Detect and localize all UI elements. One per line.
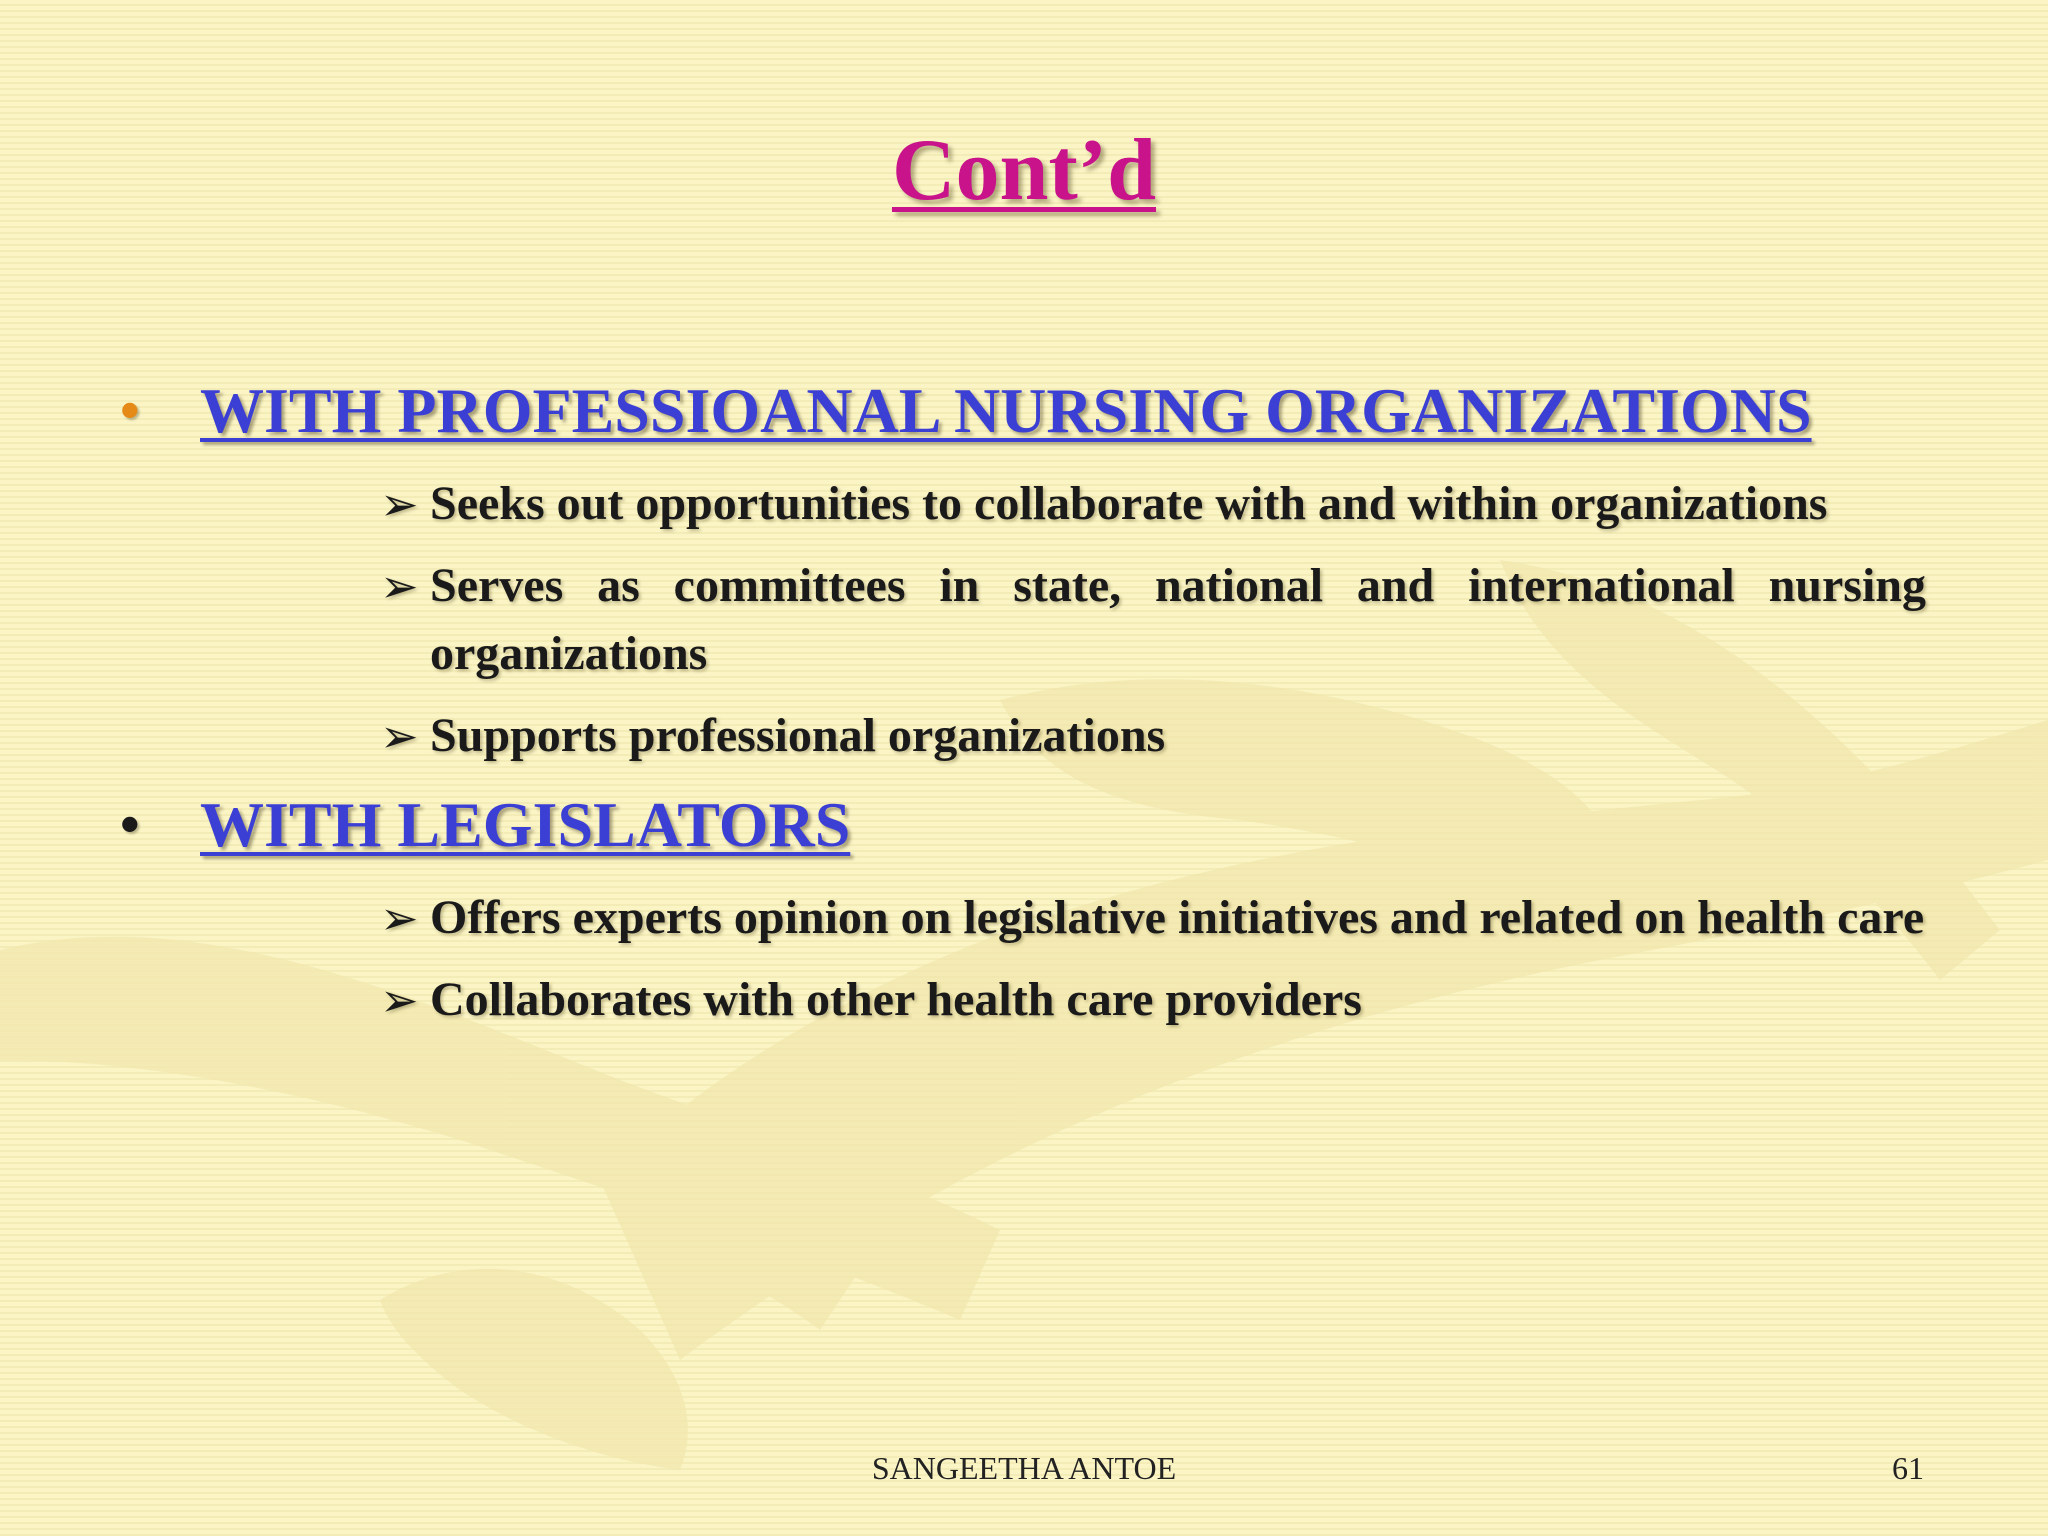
section-heading-text: WITH PROFESSIOANAL NURSING ORGANIZATIONS: [200, 375, 1812, 446]
list-item: [380, 552, 1926, 688]
section-heading-professional-organizations: [120, 370, 1926, 452]
list-item: [380, 966, 1926, 1034]
page-number: 61: [1892, 1450, 1924, 1486]
slide-title: Cont’d: [891, 122, 1157, 219]
arrow-bullet-icon: ➢: [380, 973, 419, 1027]
bullet-dot-icon: •: [120, 380, 140, 442]
list-item: [380, 470, 1926, 538]
list-item-text: Offers experts opinion on legislative initiatives and related on health care: [430, 891, 1925, 944]
arrow-bullet-icon: ➢: [380, 891, 419, 945]
footer-author: SANGEETHA ANTOE: [871, 1450, 1177, 1486]
arrow-bullet-icon: ➢: [380, 559, 419, 613]
section-heading-legislators: [120, 784, 1926, 866]
list-item: [380, 702, 1926, 770]
slide-content: [120, 370, 1926, 1048]
sub-list-professional-organizations: [120, 470, 1926, 770]
list-item-text: Collaborates with other health care providers: [430, 973, 1362, 1026]
sub-list-legislators: [120, 884, 1926, 1034]
bullet-dot-icon: •: [120, 794, 140, 856]
list-item-text: Serves as committees in state, national and international nursing organizations: [430, 559, 1926, 680]
section-heading-text: WITH LEGISLATORS: [200, 789, 851, 860]
arrow-bullet-icon: ➢: [380, 477, 419, 531]
list-item-text: Supports professional organizations: [430, 709, 1166, 762]
list-item-text: Seeks out opportunities to collaborate with and within organizations: [430, 477, 1828, 530]
arrow-bullet-icon: ➢: [380, 709, 419, 763]
list-item: [380, 884, 1926, 952]
